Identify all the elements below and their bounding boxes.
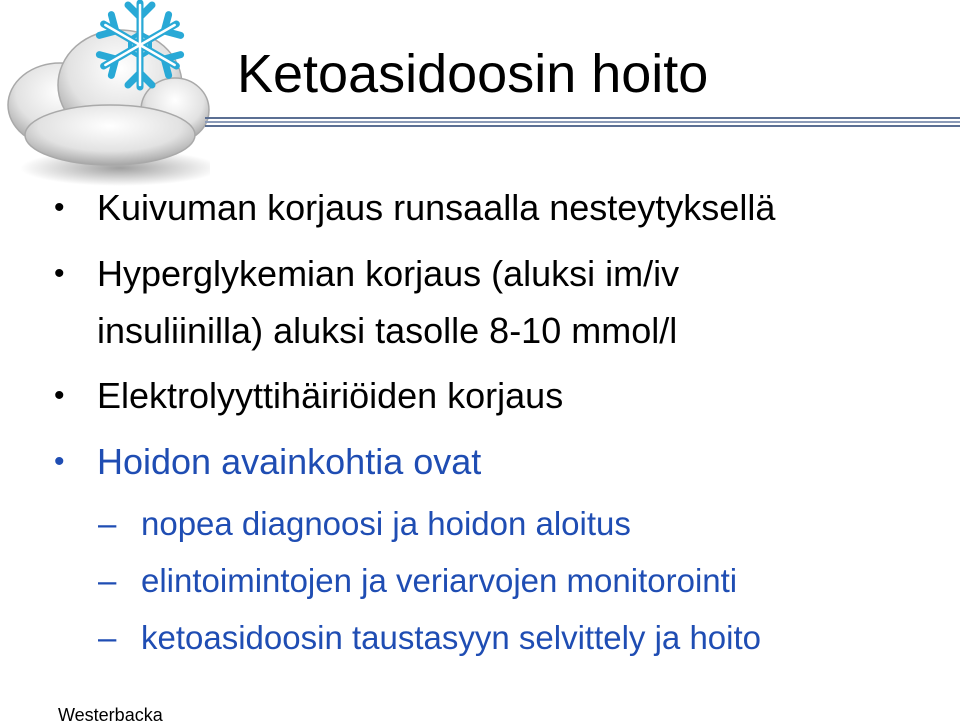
bullet-text: Hyperglykemian korjaus (aluksi im/iv [97,253,680,294]
sub-bullet-text: ketoasidoosin taustasyyn selvittely ja hoito [141,619,762,656]
sub-bullet-item [98,610,762,666]
sub-bullet-text: nopea diagnoosi ja hoidon aloitus [141,505,631,542]
bullet-item [54,180,776,236]
sub-bullet-item [98,553,738,609]
sub-bullet-item [98,496,631,552]
bullet-text: Kuivuman korjaus runsaalla nesteytyksellä [97,187,776,228]
page-title: Ketoasidoosin hoito [237,44,709,104]
bullet-item [54,246,680,302]
bullet-item-highlighted [54,434,482,490]
bullet-marker: • [54,379,65,412]
sub-bullet-marker: – [98,619,117,656]
footer-author: Westerbacka [58,705,163,725]
bullet-text: Elektrolyyttihäiriöiden korjaus [97,375,564,416]
bullet-text: Hoidon avainkohtia ovat [97,441,482,482]
bullet-item-continuation [97,303,677,359]
sub-bullet-text: elintoimintojen ja veriarvojen monitorointi [141,562,738,599]
sub-bullet-marker: – [98,562,117,599]
bullet-text: insuliinilla) aluksi tasolle 8-10 mmol/l [97,310,678,351]
bullet-marker: • [54,191,65,224]
bullet-marker: • [54,257,65,290]
bullet-marker: • [54,445,65,478]
bullet-item [54,368,564,424]
sub-bullet-marker: – [98,505,117,542]
